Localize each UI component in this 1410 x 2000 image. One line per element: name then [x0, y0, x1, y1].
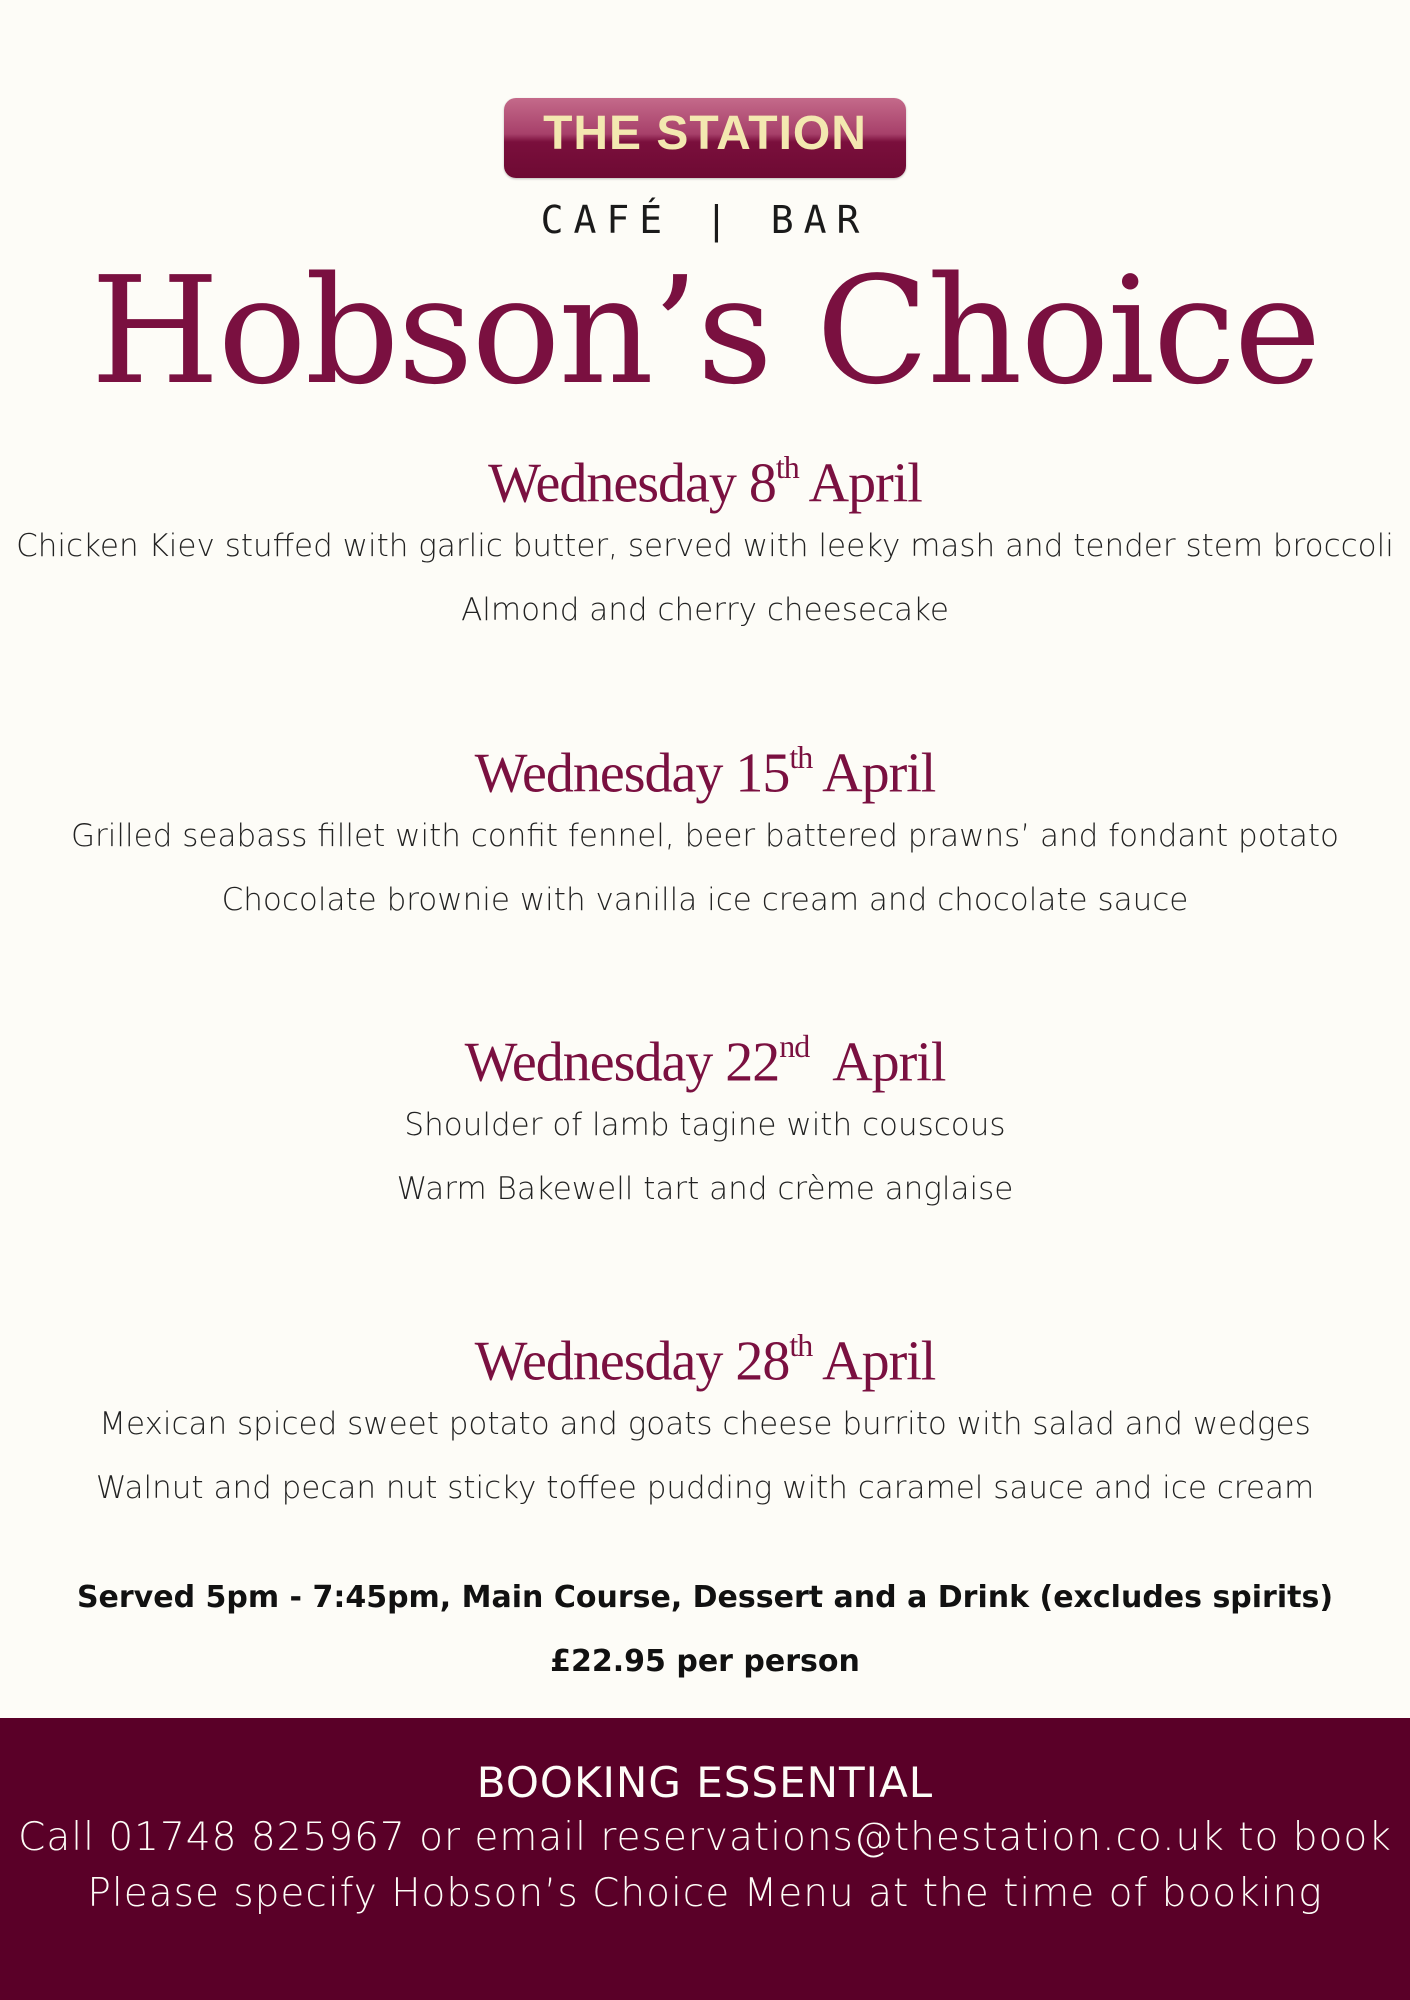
- main-course: Mexican spiced sweet potato and goats cheese burrito with salad and wedges: [99, 1406, 1311, 1442]
- day-month: April: [832, 1031, 946, 1094]
- page-title: Hobson’s Choice: [90, 245, 1320, 417]
- day-date: Wednesday 22: [464, 1031, 780, 1094]
- day-date: Wednesday 8: [488, 452, 776, 515]
- day-suffix: th: [789, 1327, 813, 1363]
- booking-instruction: Please specify Hobson’s Choice Menu at the time of booking: [87, 1871, 1323, 1916]
- logo: [504, 98, 906, 178]
- day-date: Wednesday 28: [474, 1330, 790, 1393]
- day-suffix: th: [775, 449, 799, 485]
- booking-contact: Call 01748 825967 or email reservations@thestation.co.uk to book: [18, 1815, 1392, 1860]
- day-section: [0, 436, 1410, 642]
- main-course: Grilled seabass fillet with confit fennel, beer battered prawns’ and fondant potato: [71, 818, 1339, 854]
- day-suffix: nd: [779, 1028, 810, 1064]
- dessert: Chocolate brownie with vanilla ice cream and chocolate sauce: [221, 882, 1189, 918]
- logo-subtitle: CAFÉ | BAR: [540, 198, 870, 242]
- day-heading: [0, 1314, 1410, 1393]
- day-date: Wednesday 15: [474, 742, 790, 805]
- logo-text: THE STATION: [543, 107, 867, 160]
- day-section: [0, 1015, 1410, 1221]
- booking-heading: BOOKING ESSENTIAL: [476, 1758, 934, 1807]
- day-heading: [0, 726, 1410, 805]
- day-heading: [0, 1015, 1410, 1094]
- dessert: Walnut and pecan nut sticky toffee pudding with caramel sauce and ice cream: [95, 1470, 1315, 1506]
- dessert: Warm Bakewell tart and crème anglaise: [396, 1171, 1014, 1207]
- price: £22.95 per person: [550, 1644, 860, 1679]
- dessert: Almond and cherry cheesecake: [461, 592, 949, 628]
- day-month: April: [808, 452, 922, 515]
- day-month: April: [822, 742, 936, 805]
- served-note: Served 5pm - 7:45pm, Main Course, Dessert and a Drink (excludes spirits): [76, 1580, 1334, 1615]
- booking-banner: [0, 1718, 1410, 2000]
- day-section: [0, 726, 1410, 932]
- day-suffix: th: [789, 739, 813, 775]
- main-course: Shoulder of lamb tagine with couscous: [404, 1107, 1006, 1143]
- main-course: Chicken Kiev stuffed with garlic butter, served with leeky mash and tender stem broccoli: [16, 528, 1394, 564]
- day-month: April: [822, 1330, 936, 1393]
- day-heading: [0, 436, 1410, 515]
- day-section: [0, 1314, 1410, 1520]
